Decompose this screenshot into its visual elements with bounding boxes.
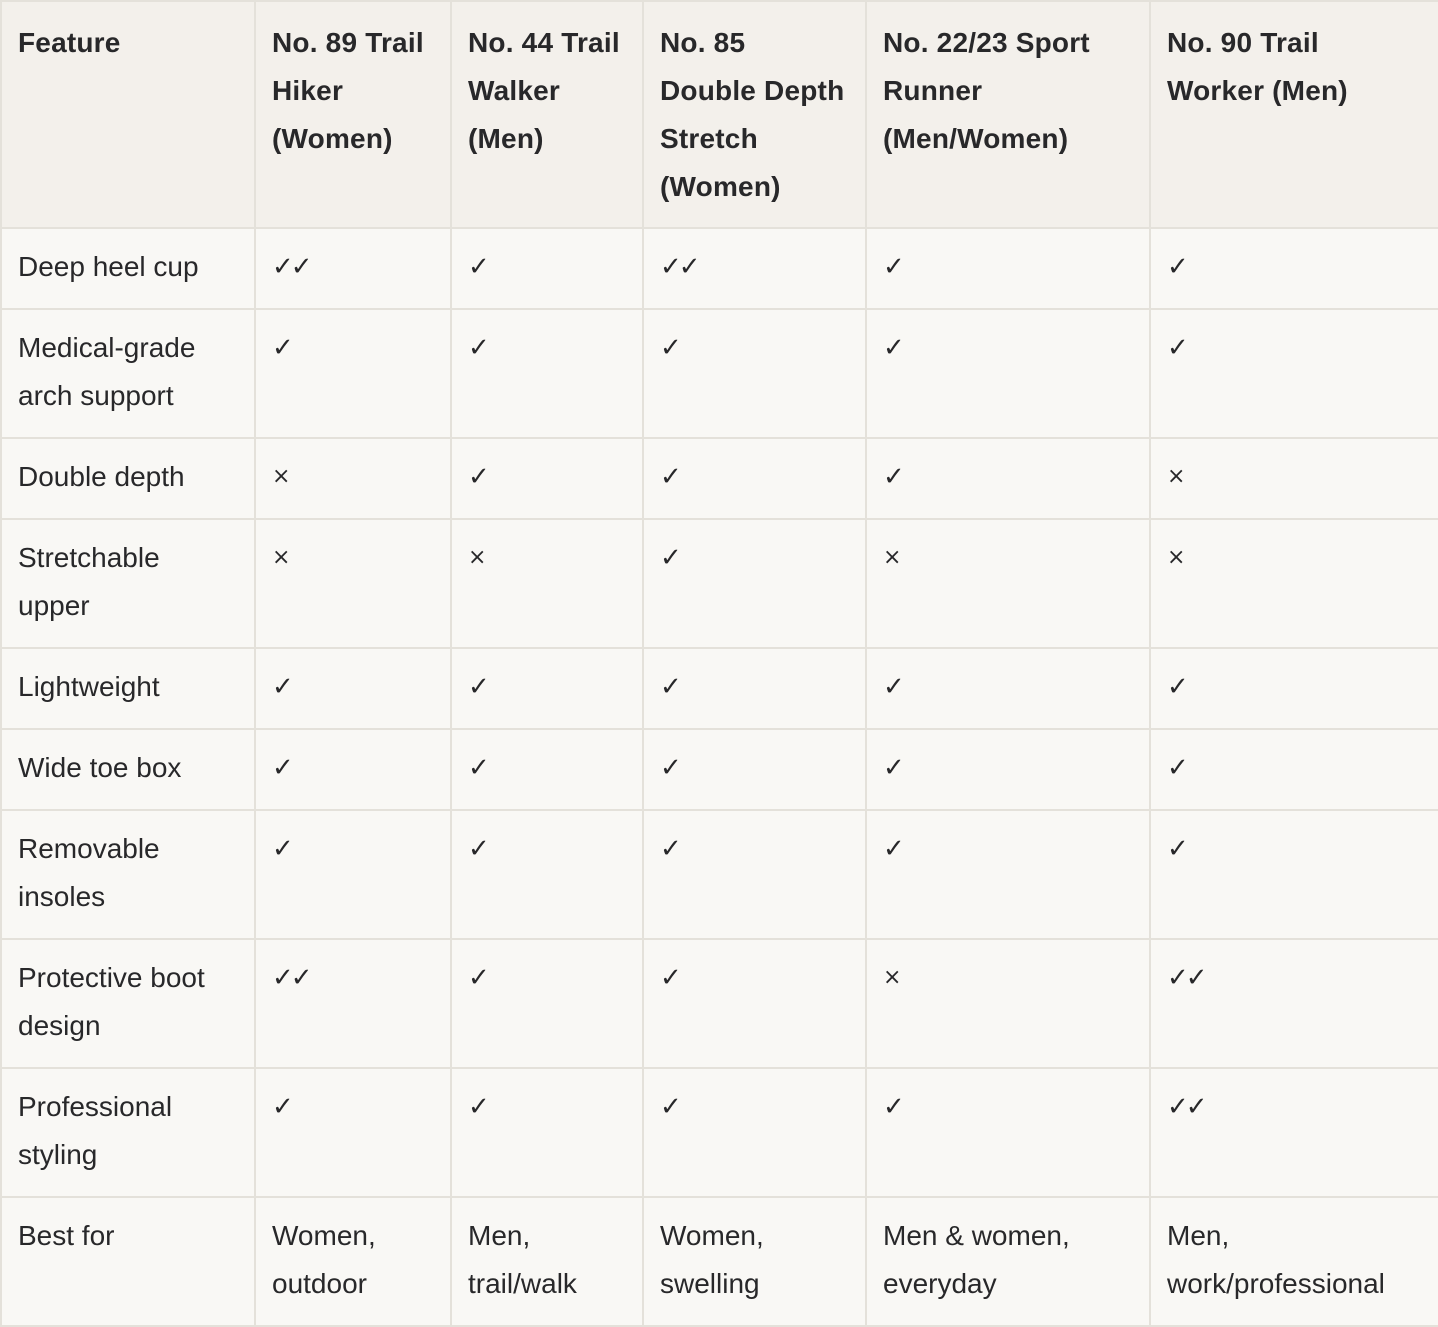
value-cell: ✓ [866,729,1150,810]
header-feature: Feature [1,1,255,228]
feature-cell: Protective boot design [1,939,255,1068]
value-cell: ✓ [1150,810,1438,939]
header-no-90-trail-worker: No. 90 Trail Worker (Men) [1150,1,1438,228]
value-cell: ✓ [451,1068,643,1197]
best-for-cell: Men, trail/walk [451,1197,643,1326]
value-cell: ✓ [255,309,451,438]
value-cell: ✓ [255,810,451,939]
value-cell: ✓ [866,228,1150,309]
value-cell: × [255,519,451,648]
value-cell: ✓ [451,438,643,519]
table-row [1,1068,1438,1197]
table-row [1,228,1438,309]
value-cell: ✓ [451,729,643,810]
table-row [1,648,1438,729]
value-cell: ✓ [643,939,866,1068]
value-cell: ✓ [866,648,1150,729]
value-cell: ✓ [643,810,866,939]
value-cell: × [1150,519,1438,648]
value-cell: ✓✓ [643,228,866,309]
value-cell: ✓ [1150,228,1438,309]
feature-cell: Best for [1,1197,255,1326]
best-for-cell: Women, outdoor [255,1197,451,1326]
header-no-44-trail-walker: No. 44 Trail Walker (Men) [451,1,643,228]
value-cell: ✓ [866,438,1150,519]
header-no-85-double-depth-stretch: No. 85 Double Depth Stretch (Women) [643,1,866,228]
value-cell: ✓✓ [255,939,451,1068]
value-cell: ✓✓ [255,228,451,309]
value-cell: × [866,939,1150,1068]
value-cell: ✓ [1150,729,1438,810]
value-cell: ✓ [643,729,866,810]
value-cell: ✓ [451,309,643,438]
feature-cell: Lightweight [1,648,255,729]
value-cell: ✓ [866,309,1150,438]
table-row [1,438,1438,519]
value-cell: × [451,519,643,648]
value-cell: × [866,519,1150,648]
header-row [1,1,1438,228]
value-cell: ✓ [643,309,866,438]
value-cell: × [1150,438,1438,519]
best-for-cell: Men & women, everyday [866,1197,1150,1326]
header-no-89-trail-hiker: No. 89 Trail Hiker (Women) [255,1,451,228]
value-cell: ✓ [1150,309,1438,438]
value-cell: ✓ [643,438,866,519]
header-no-22-23-sport-runner: No. 22/23 Sport Runner (Men/Women) [866,1,1150,228]
value-cell: ✓ [451,648,643,729]
value-cell: ✓✓ [1150,939,1438,1068]
feature-cell: Deep heel cup [1,228,255,309]
value-cell: ✓ [866,810,1150,939]
value-cell: ✓ [643,1068,866,1197]
value-cell: ✓ [255,648,451,729]
value-cell: ✓ [866,1068,1150,1197]
table-row [1,519,1438,648]
feature-cell: Professional styling [1,1068,255,1197]
feature-cell: Wide toe box [1,729,255,810]
best-for-cell: Women, swelling [643,1197,866,1326]
feature-cell: Medical-grade arch support [1,309,255,438]
value-cell: ✓ [451,228,643,309]
table-row [1,939,1438,1068]
value-cell: ✓ [451,939,643,1068]
value-cell: ✓ [255,1068,451,1197]
feature-cell: Removable insoles [1,810,255,939]
best-for-cell: Men, work/professional [1150,1197,1438,1326]
value-cell: × [255,438,451,519]
value-cell: ✓ [255,729,451,810]
value-cell: ✓ [643,519,866,648]
table-row [1,729,1438,810]
value-cell: ✓ [643,648,866,729]
feature-cell: Double depth [1,438,255,519]
value-cell: ✓ [1150,648,1438,729]
feature-cell: Stretchable upper [1,519,255,648]
table-row [1,309,1438,438]
value-cell: ✓✓ [1150,1068,1438,1197]
table-row [1,810,1438,939]
table-row [1,1197,1438,1326]
value-cell: ✓ [451,810,643,939]
